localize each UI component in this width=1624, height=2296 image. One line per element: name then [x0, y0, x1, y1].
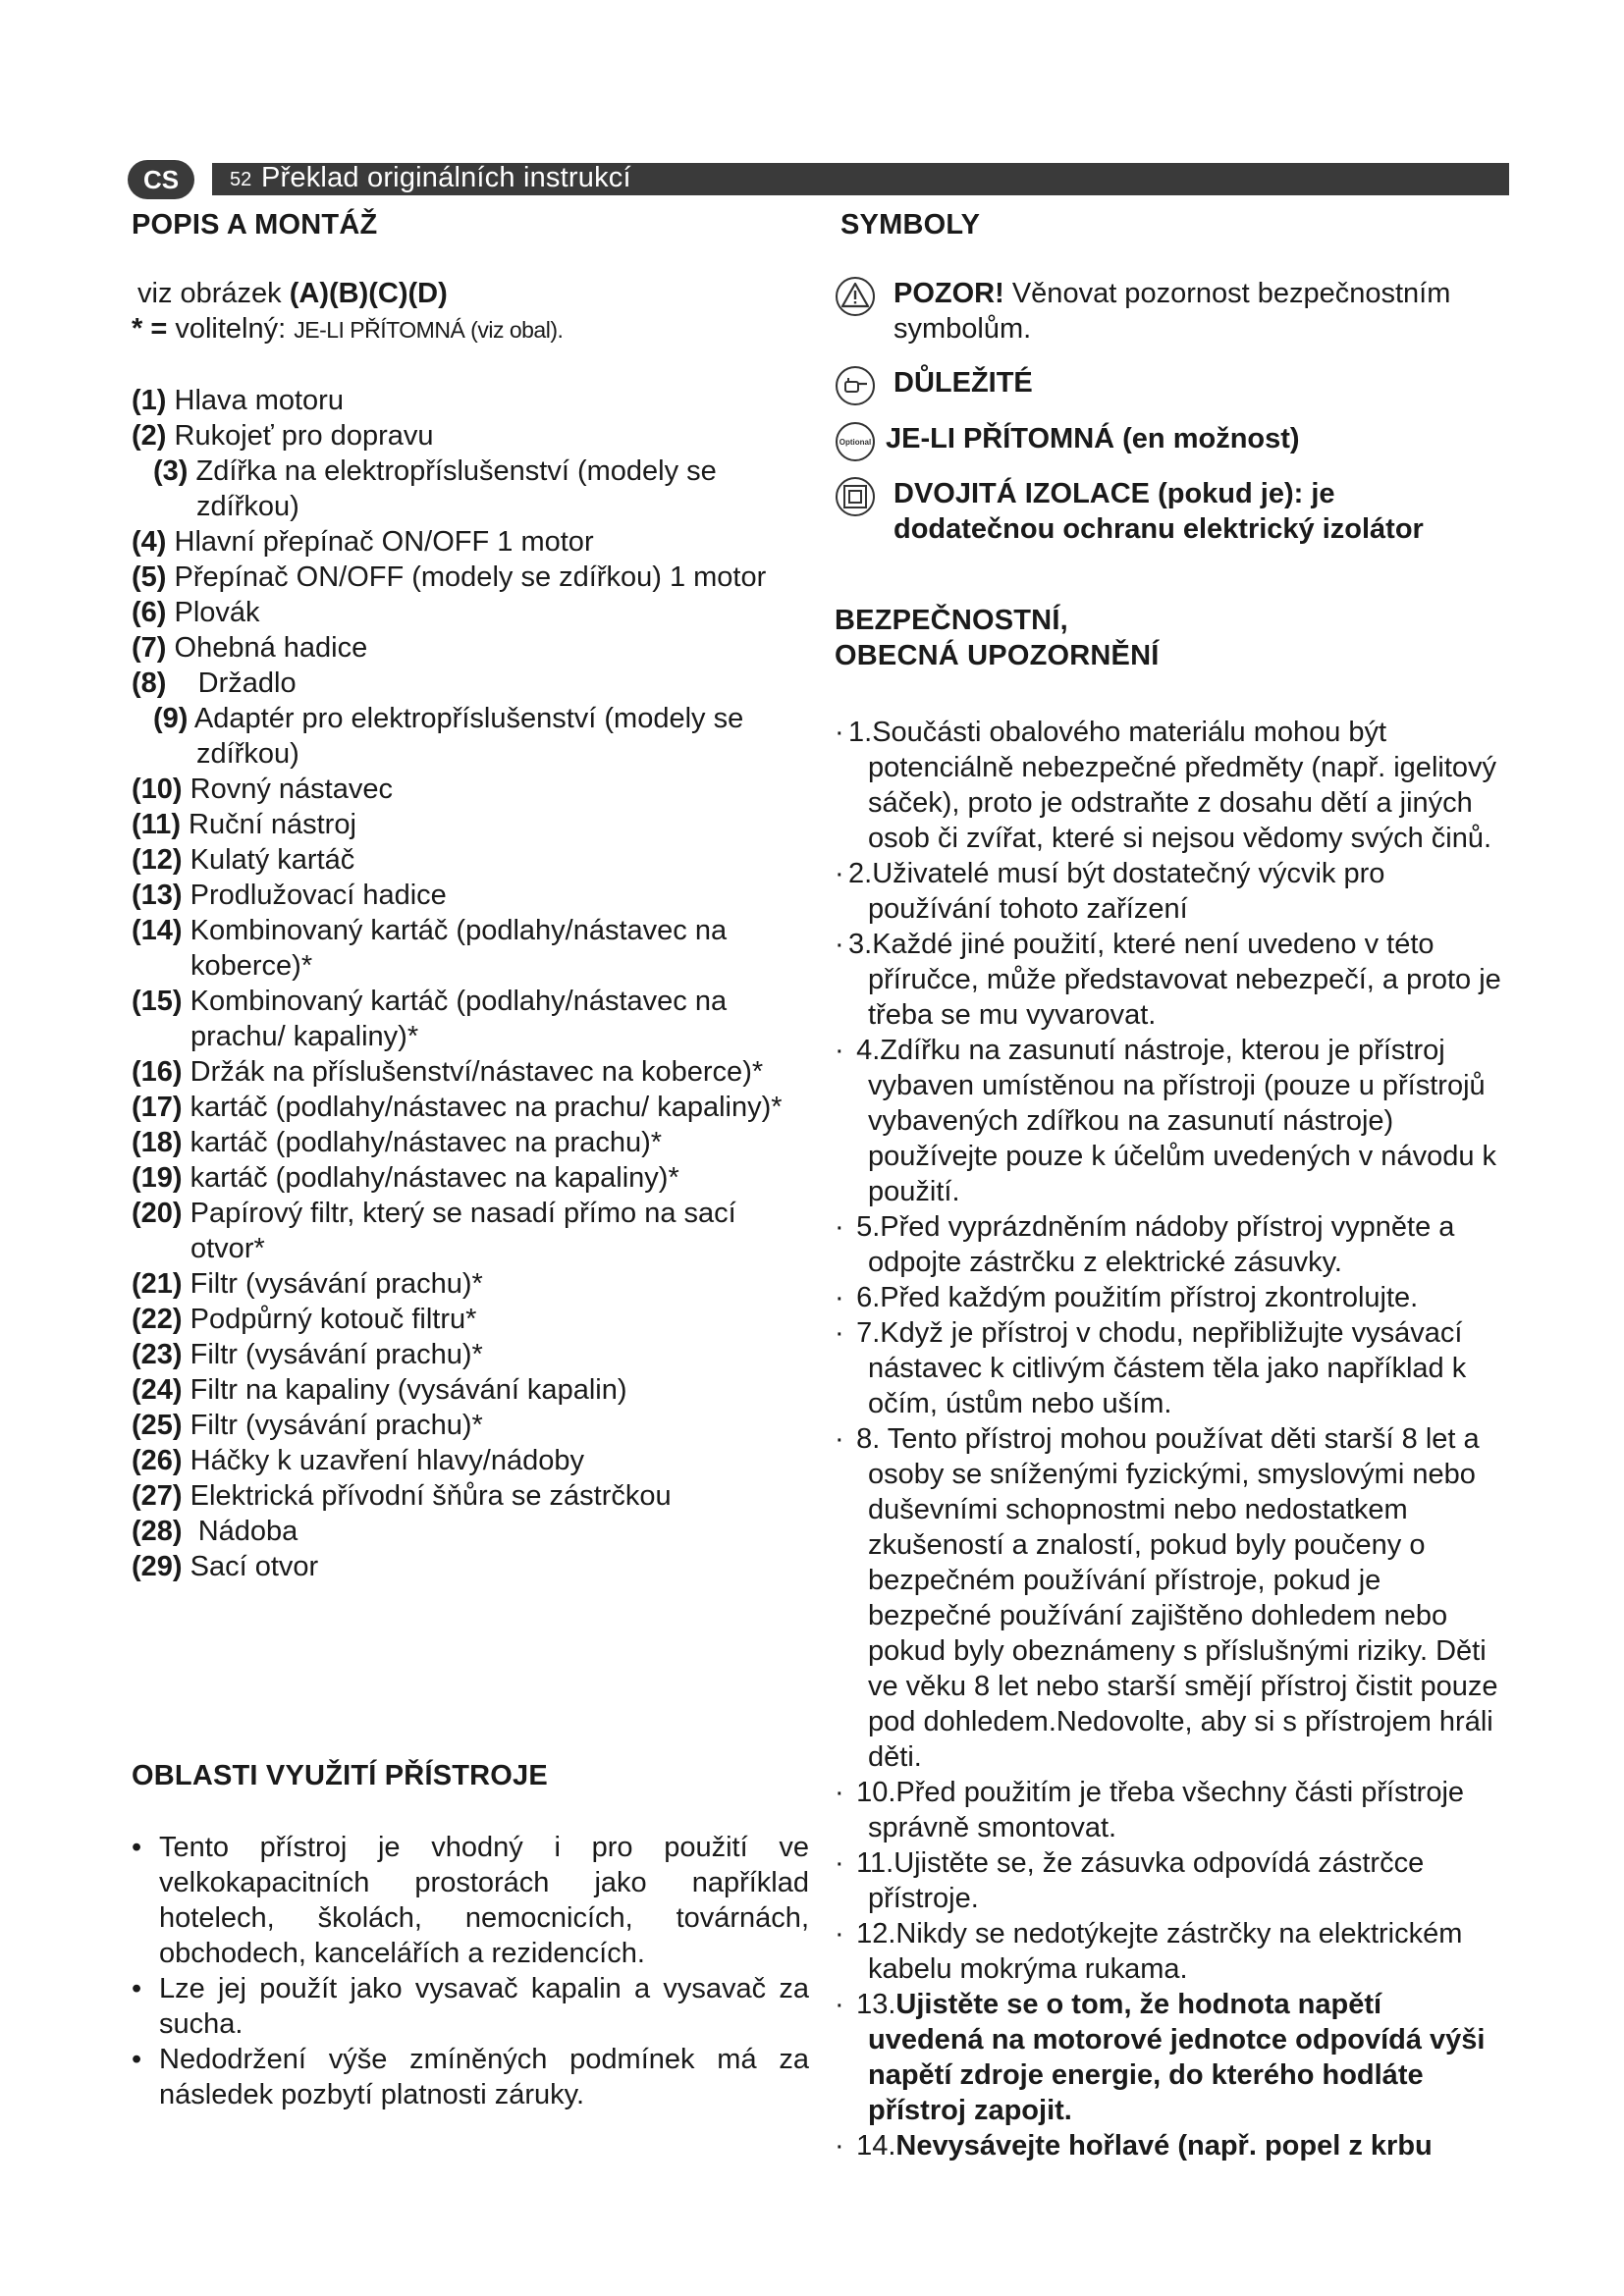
list-item: (24) Filtr na kapaliny (vysávání kapalin) — [132, 1374, 627, 1406]
list-item: · 13.Ujistěte se o tom, že hodnota napětí uvedená na motorové jednotce odpovídá výši napětí zdroje energie, do kterého hodláte přístroj zapojit. — [835, 1989, 1486, 2126]
parts-list — [132, 383, 809, 1584]
page-header — [128, 160, 1509, 195]
list-item: (27) Elektrická přívodní šňůra se zástrčkou — [132, 1480, 672, 1512]
optional-text: volitelný: — [175, 313, 295, 345]
list-item: (3) Zdířka na elektropříslušenství (modely se zdířkou) — [153, 455, 717, 522]
list-item: (19) kartáč (podlahy/nástavec na kapaliny)* — [132, 1162, 679, 1194]
list-item: (8) Držadlo — [132, 667, 297, 699]
section-title-uses: OBLASTI VYUŽITÍ PŘÍSTROJE — [132, 1760, 548, 1791]
list-item: (7) Ohebná hadice — [132, 632, 368, 664]
symbol-row-optional — [835, 421, 1300, 462]
list-item: · 4.Zdířku na zasunutí nástroje, kterou je přístroj vybaven umístěnou na přístroji (pouze u přístrojů vybavených zdířkou na zasunutí nástroje) používejte pouze k účelům uvedených v návodu k použití. — [835, 1035, 1497, 1207]
list-item: (20) Papírový filtr, který se nasadí přímo na sací otvor* — [132, 1198, 736, 1264]
list-item: (2) Rukojeť pro dopravu — [132, 420, 434, 452]
double-insulation-icon — [835, 476, 876, 517]
list-item: · 12.Nikdy se nedotýkejte zástrčky na elektrickém kabelu mokrýma rukama. — [835, 1918, 1463, 1985]
section-title-safety — [835, 603, 1159, 673]
list-item: · 2.Uživatelé musí být dostatečný výcvik pro používání tohoto zařízení — [835, 858, 1385, 925]
see-figure-text: viz obrázek — [137, 278, 290, 309]
list-item: · 14.Nevysávejte hořlavé (např. popel z krbu — [835, 2130, 1433, 2162]
list-item: · 10.Před použitím je třeba všechny části přístroje správně smontovat. — [835, 1777, 1465, 1843]
list-item: · 6.Před každým použitím přístroj zkontrolujte. — [835, 1282, 1419, 1313]
list-item: (12) Kulatý kartáč — [132, 844, 355, 876]
symbol-text: POZOR! Věnovat pozornost bezpečnostním symbolům. — [893, 278, 1451, 345]
symbol-text: JE-LI PŘÍTOMNÁ (en možnost) — [886, 423, 1300, 454]
figure-refs: (A)(B)(C)(D) — [289, 278, 448, 309]
optional-icon — [835, 421, 876, 462]
list-item: (4) Hlavní přepínač ON/OFF 1 motor — [132, 526, 594, 558]
optional-key: * = — [132, 313, 176, 345]
list-item: (21) Filtr (vysávání prachu)* — [132, 1268, 483, 1300]
list-item: (13) Prodlužovací hadice — [132, 880, 447, 911]
list-item: (18) kartáč (podlahy/nástavec na prachu)* — [132, 1127, 663, 1158]
list-item: (25) Filtr (vysávání prachu)* — [132, 1410, 483, 1441]
list-item: · 1.Součásti obalového materiálu mohou být potenciálně nebezpečné předměty (např. igelitový sáček), proto je odstraňte z dosahu dětí a jiných osob či zvířat, které si nejsou vědomy svých činů. — [835, 717, 1497, 854]
list-item: · 3.Každé jiné použití, které není uvedeno v této příručce, může představovat nebezpečí, a proto je třeba se mu vyvarovat. — [835, 929, 1501, 1031]
list-item: (17) kartáč (podlahy/nástavec na prachu/ kapaliny)* — [132, 1092, 783, 1123]
symbol-text: DVOJITÁ IZOLACE (pokud je): je dodatečnou ochranu elektrický izolátor — [893, 478, 1424, 545]
symbol-text: DŮLEŽITÉ — [893, 367, 1033, 399]
symbol-row-caution — [835, 276, 1483, 347]
list-item: (16) Držák na příslušenství/nástavec na koberce)* — [132, 1056, 764, 1088]
section-title-symbols: SYMBOLY — [840, 209, 981, 240]
list-item: (6) Plovák — [132, 597, 260, 628]
symbol-row-important — [835, 365, 1033, 406]
list-item: · 7.Když je přístroj v chodu, nepřibližujte vysávací nástavec k citlivým částem těla jako například k očím, ústům nebo uším. — [835, 1317, 1467, 1419]
svg-text:Optional: Optional — [839, 438, 872, 447]
language-badge: CS — [128, 160, 194, 199]
list-item: (14) Kombinovaný kartáč (podlahy/nástavec na koberce)* — [132, 915, 728, 982]
pointing-hand-icon — [835, 365, 876, 406]
list-item: · 11.Ujistěte se, že zásuvka odpovídá zástrčce přístroje. — [835, 1847, 1425, 1914]
list-item: (29) Sací otvor — [132, 1551, 319, 1582]
list-item: (15) Kombinovaný kartáč (podlahy/nástavec na prachu/ kapaliny)* — [132, 986, 728, 1052]
list-item: (9) Adaptér pro elektropříslušenství (modely se zdířkou) — [153, 703, 744, 770]
list-item: (1) Hlava motoru — [132, 385, 344, 416]
list-item: (28) Nádoba — [132, 1516, 298, 1547]
warning-triangle-icon — [835, 276, 876, 317]
list-item: • Tento přístroj je vhodný i pro použití ve velkokapacitních prostorách jako například hotelech, školách, nemocnicích, továrnách, obchodech, kancelářích a rezidencích. — [132, 1830, 809, 1971]
list-item: · 5.Před vyprázdněním nádoby přístroj vypněte a odpojte zástrčku z elektrické zásuvky. — [835, 1211, 1455, 1278]
list-item: (11) Ruční nástroj — [132, 809, 356, 840]
optional-note — [132, 311, 563, 347]
list-item: (26) Háčky k uzavření hlavy/nádoby — [132, 1445, 585, 1476]
list-item: (23) Filtr (vysávání prachu)* — [132, 1339, 483, 1370]
page-number: 52 — [230, 169, 252, 190]
list-item: (22) Podpůrný kotouč filtru* — [132, 1304, 477, 1335]
optional-small: JE-LI PŘÍTOMNÁ (viz obal). — [294, 317, 564, 343]
list-item: • Lze jej použít jako vysavač kapalin a vysavač za sucha. — [132, 1971, 809, 2042]
safety-title-line1: BEZPEČNOSTNÍ, — [835, 605, 1068, 636]
list-item: · 8. Tento přístroj mohou používat děti starší 8 let a osoby se sníženými fyzickými, smyslovými nebo duševními schopnostmi nebo nedostatkem zkušeností a znalostí, pokud byly poučeny o bezpečném používání přístroje, pokud je bezpečné používání zajištěno dohledem nebo pokud byly obeznámeny s příslušnými riziky. Děti ve věku 8 let nebo starší smějí přístroj čistit pouze pod dohledem.Nedovolte, aby si s přístrojem hráli děti. — [835, 1423, 1498, 1773]
section-title-description: POPIS A MONTÁŽ — [132, 209, 378, 240]
warnings-list — [835, 715, 1502, 2163]
list-item: (10) Rovný nástavec — [132, 774, 393, 805]
list-item: (5) Přepínač ON/OFF (modely se zdířkou) 1 motor — [132, 561, 767, 593]
uses-list — [132, 1830, 809, 2112]
symbol-row-double-insulation — [835, 476, 1483, 547]
header-title: Překlad originálních instrukcí — [261, 162, 631, 193]
safety-title-line2: OBECNÁ UPOZORNĚNÍ — [835, 640, 1160, 671]
list-item: • Nedodržení výše zmíněných podmínek má za následek pozbytí platnosti záruky. — [132, 2042, 809, 2112]
figure-reference — [132, 276, 448, 311]
